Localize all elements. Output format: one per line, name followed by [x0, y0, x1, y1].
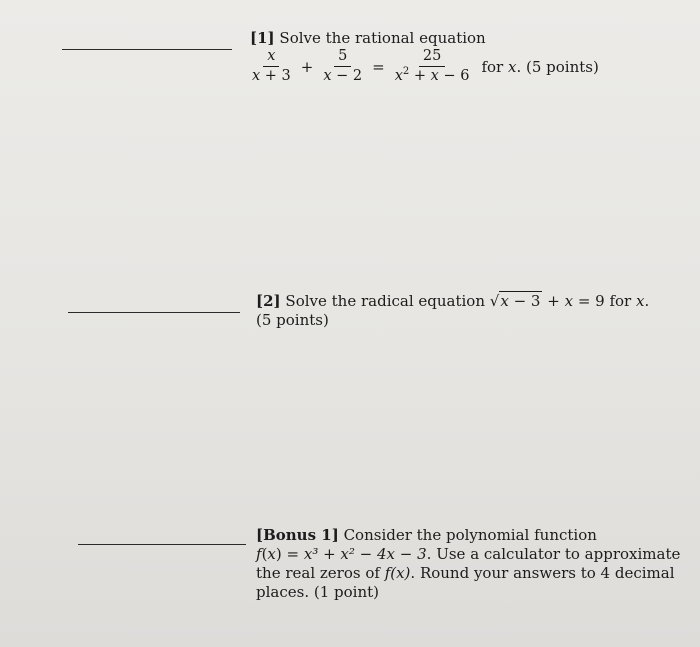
fraction-3: $\frac{25}{x^2 + x - 6}$ — [394, 48, 470, 84]
problem-2-points: (5 points) — [256, 311, 329, 329]
problem-2-prompt: [2] Solve the radical equation √x − 3 + x = 9 for x. — [256, 292, 650, 310]
bonus-line-2: f(x) = x³ + x² − 4x − 3. Use a calculator to approximate — [256, 545, 681, 563]
equals-operator: = — [372, 57, 385, 76]
square-root: √x − 3 — [489, 292, 541, 310]
problem-bonus-1 — [256, 526, 680, 602]
problem-1-prompt — [250, 29, 486, 48]
bonus-label: [Bonus 1] — [256, 526, 339, 544]
answer-line-2[interactable] — [68, 312, 240, 313]
problem-1 — [250, 29, 486, 48]
fraction-2: $\frac{5}{x - 2}$ — [323, 48, 363, 84]
problem-1-label: [1] — [250, 29, 275, 47]
problem-1-equation — [248, 48, 599, 85]
problem-1-suffix: for x. (5 points) — [481, 57, 599, 76]
problem-2-label: [2] — [256, 292, 281, 310]
answer-line-bonus[interactable] — [78, 544, 246, 545]
answer-line-1[interactable] — [62, 49, 232, 50]
plus-operator: + — [300, 57, 314, 76]
fraction-1: $\frac{x}{x + 3}$ — [252, 48, 291, 84]
bonus-line-3: the real zeros of f(x). Round your answers to 4 decimal — [256, 564, 675, 582]
problem-2 — [256, 292, 649, 330]
bonus-line-1: [Bonus 1] Consider the polynomial function — [256, 526, 597, 544]
bonus-line-4: places. (1 point) — [256, 583, 379, 601]
problem-1-text: Solve the rational equation — [279, 29, 486, 47]
